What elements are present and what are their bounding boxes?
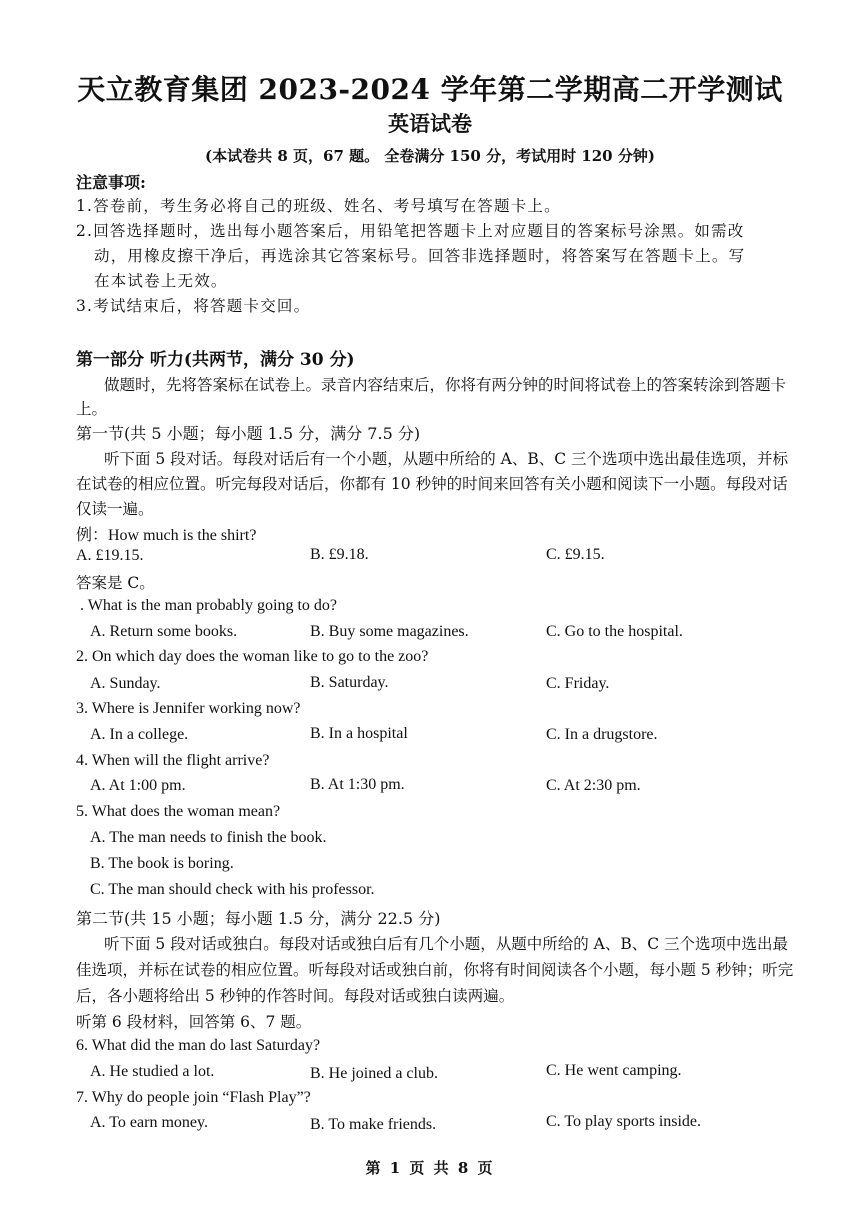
q3-option-a: A. In a college.	[90, 726, 189, 743]
part1-heading: 第一部分 听力(共两节，满分 30 分)	[76, 350, 355, 370]
q7-option-a: A. To earn money.	[90, 1114, 208, 1131]
notice-item-1: 1.答卷前，考生务必将自己的班级、姓名、考号填写在答题卡上。	[76, 197, 561, 215]
example-question: 例：How much is the shirt?	[76, 527, 257, 544]
part1-intro-2: 上。	[76, 400, 108, 418]
q6-option-c: C. He went camping.	[546, 1062, 682, 1079]
exam-subtitle: 英语试卷	[388, 111, 472, 136]
notice-item-3: 3.考试结束后，将答题卡交回。	[76, 297, 311, 315]
section2-line-1: 听下面 5 段对话或独白。每段对话或独白后有几个小题，从题中所给的 A、B、C 三个选项中选出最	[104, 935, 789, 953]
section1-line-3: 仅读一遍。	[76, 500, 154, 518]
notice-item-2: 2.回答选择题时，选出每小题答案后，用铅笔把答题卡上对应题目的答案标号涂黑。如需改	[76, 222, 745, 240]
q1-option-c: C. Go to the hospital.	[546, 623, 683, 640]
exam-title: 天立教育集团 2023-2024 学年第二学期高二开学测试	[77, 73, 783, 106]
q5-option-b: B. The book is boring.	[90, 855, 234, 872]
notice-item-2-cont: 动，用橡皮擦干净后，再选涂其它答案标号。回答非选择题时，将答案写在答题卡上。写	[94, 247, 746, 265]
question-4: 4. When will the flight arrive?	[76, 752, 270, 769]
q2-option-a: A. Sunday.	[90, 675, 161, 692]
example-answer: 答案是 C。	[76, 574, 155, 592]
section2-line-2: 佳选项，并标在试卷的相应位置。听每段对话或独白前，你将有时间阅读各个小题，每小题 5 秒钟；听完	[76, 961, 794, 979]
q4-option-a: A. At 1:00 pm.	[90, 777, 186, 794]
question-6: 6. What did the man do last Saturday?	[76, 1037, 321, 1054]
q5-option-a: A. The man needs to finish the book.	[90, 829, 327, 846]
q5-option-c: C. The man should check with his professor.	[90, 881, 375, 898]
section2-line-3: 后，各小题将给出 5 秒钟的作答时间。每段对话或独白读两遍。	[76, 987, 515, 1005]
question-7: 7. Why do people join “Flash Play”?	[76, 1089, 311, 1106]
q7-option-b: B. To make friends.	[310, 1116, 437, 1133]
q3-option-c: C. In a drugstore.	[546, 726, 658, 743]
q7-option-c: C. To play sports inside.	[546, 1113, 702, 1130]
q2-option-b: B. Saturday.	[310, 674, 389, 691]
exam-info: (本试卷共 8 页，67 题。 全卷满分 150 分，考试用时 120 分钟)	[205, 147, 655, 165]
q1-option-b: B. Buy some magazines.	[310, 623, 469, 640]
q4-option-c: C. At 2:30 pm.	[546, 777, 641, 794]
page-number: 第 1 页 共 8 页	[365, 1159, 495, 1177]
question-5: 5. What does the woman mean?	[76, 803, 281, 820]
q2-option-c: C. Friday.	[546, 675, 610, 692]
notice-item-2-cont2: 在本试卷上无效。	[94, 272, 228, 290]
q6-option-b: B. He joined a club.	[310, 1065, 438, 1082]
example-option-b: B. £9.18.	[310, 546, 369, 563]
section1-heading: 第一节(共 5 小题；每小题 1.5 分，满分 7.5 分)	[76, 424, 421, 443]
section2-heading: 第二节(共 15 小题；每小题 1.5 分，满分 22.5 分)	[76, 909, 441, 928]
q4-option-b: B. At 1:30 pm.	[310, 776, 405, 793]
section1-line-1: 听下面 5 段对话。每段对话后有一个小题，从题中所给的 A、B、C 三个选项中选出最佳选项，并标	[104, 450, 789, 468]
question-3: 3. Where is Jennifer working now?	[76, 700, 301, 717]
question-1: . What is the man probably going to do?	[80, 597, 337, 614]
section1-line-2: 在试卷的相应位置。听完每段对话后，你都有 10 秒钟的时间来回答有关小题和阅读下一小题。每段对话	[76, 475, 788, 493]
example-option-a: A. £19.15.	[76, 547, 144, 564]
q6-option-a: A. He studied a lot.	[90, 1063, 215, 1080]
notice-heading: 注意事项:	[76, 173, 146, 192]
q3-option-b: B. In a hospital	[310, 725, 408, 742]
q1-option-a: A. Return some books.	[90, 623, 238, 640]
part1-intro-1: 做题时，先将答案标在试卷上。录音内容结束后，你将有两分钟的时间将试卷上的答案转涂到答题卡	[104, 376, 787, 394]
example-option-c: C. £9.15.	[546, 546, 605, 563]
section2-material: 听第 6 段材料，回答第 6、7 题。	[76, 1013, 312, 1031]
question-2: 2. On which day does the woman like to go to the zoo?	[76, 648, 429, 665]
